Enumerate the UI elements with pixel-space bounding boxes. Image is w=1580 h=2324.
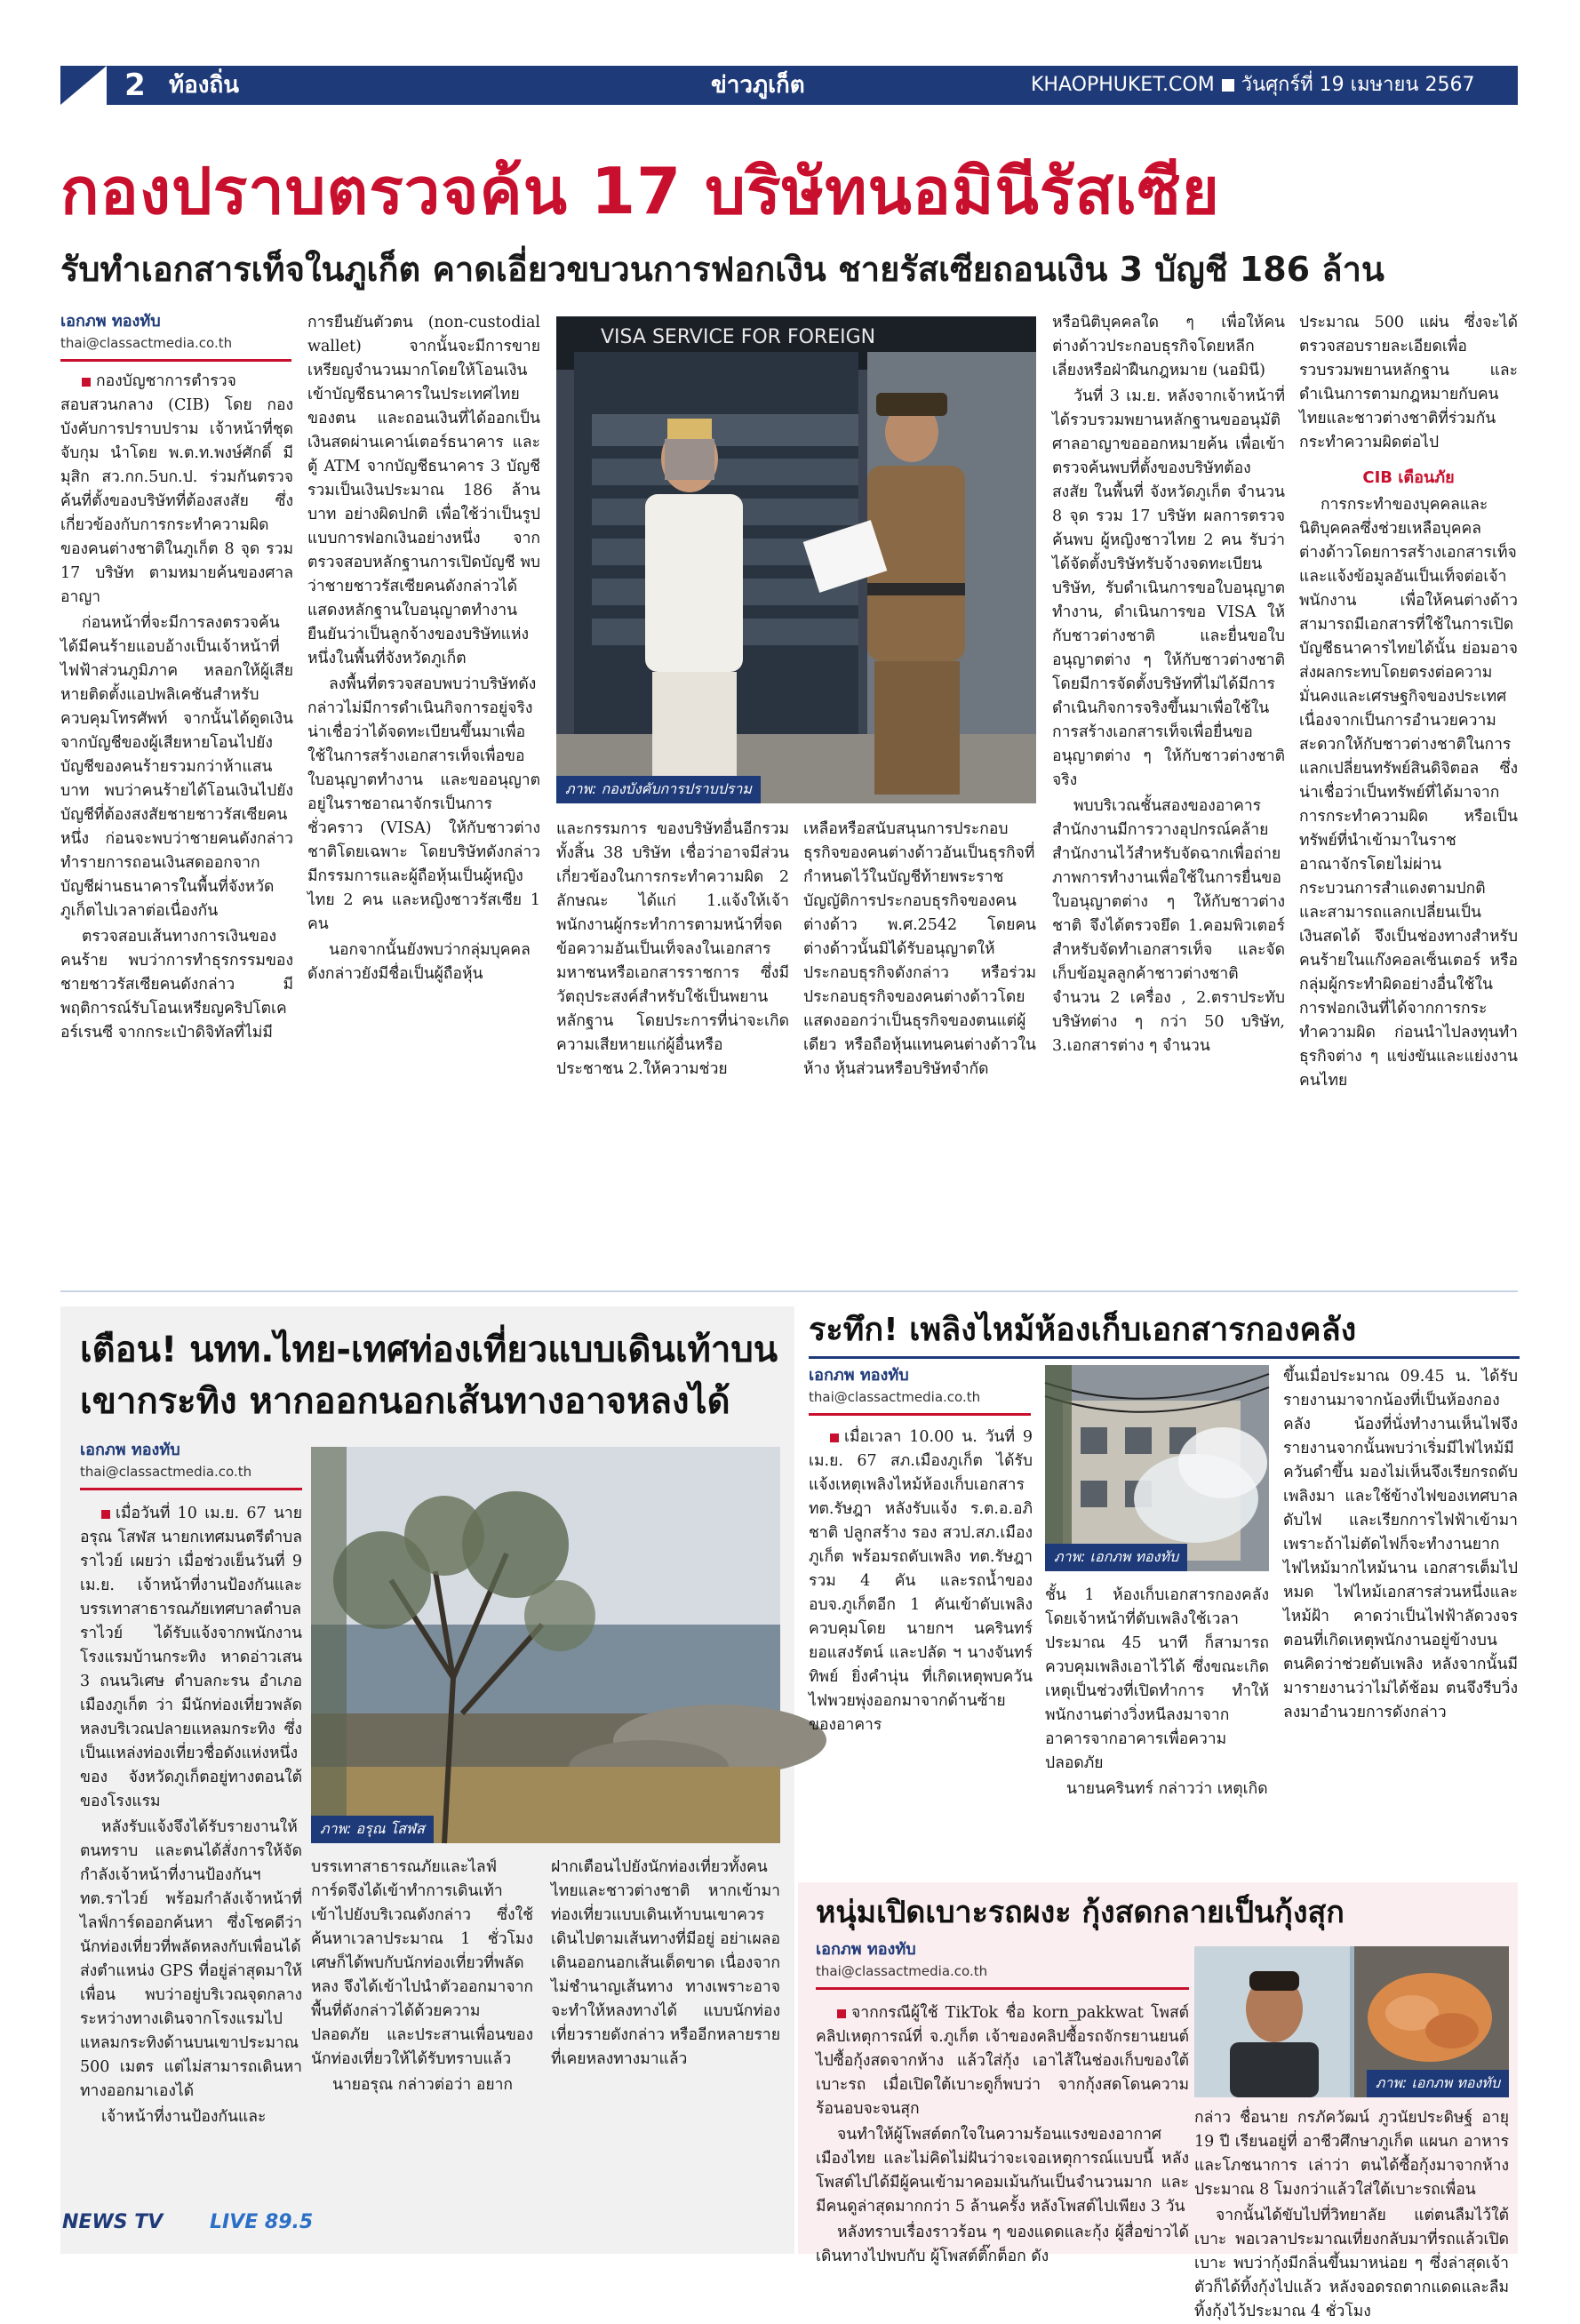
main-col5-para2: วันที่ 3 เม.ย. หลังจากเจ้าหน้าที่ได้รวบรวมพยานหลักฐานขออนุมัติศาลอาญาขอออกหมายค้น เพื่อเข้าตรวจค้นพบที่ตั้งของบริษัทต้องสงสัย ในพื้นที่ จังหวัดภูเก็ต จำนวน 8 จุด รวม 17 บริษัท ผลการตรวจค้นพบ ผู้หญิงชาวไทย 2 คน รับว่าได้จัดตั้งบริษัทรับจ้างจดทะเบียนบริษัท, รับดำเนินการขอใบอนุญาตทำงาน, ดำเนินการขอ VISA ให้กับชาวต่างชาติ และยื่นขอใบอนุญาตต่าง ๆ ให้กับชาวต่างชาติ โดยมีการจัดตั้งบริษัทที่ไม่ได้มีการดำเนินกิจการจริงขึ้นมาเพื่อใช้ในการสร้างเอกสารเท็จเพื่อยื่นขออนุญาตต่าง ๆ ให้กับชาวต่างชาติจริง xyxy=(1052,387,1285,789)
story2-col1-para2: หลังรับแจ้งจึงได้รับรายงานให้ตนทราบ และตนได้สั่งการให้จัดกำลังเจ้าหน้าที่งานป้องกันฯ ทต.ราไวย์ พร้อมกำลังเจ้าหน้าที่ไลฟ์การ์ดออกค้นหา ซึ่งโชคดีว่านักท่องเที่ยวที่พลัดหลงกับเพื่อนได้ส่งตำแหน่ง GPS ที่อยู่ล่าสุดมาให้เพื่อน พบว่าอยู่บริเวณจุดกลางระหว่างทางเดินจากโรงแรมไปแหลมกระทิงด้านบนเขาประมาณ 500 เมตร แต่ไม่สามารถเดินหาทางออกมาเองได้ xyxy=(80,1818,302,2100)
story3-col3-para1: ขึ้นเมื่อประมาณ 09.45 น. ได้รับรายงานมาจากน้องที่เป็นห้องกองคลัง น้องที่นั่งทำงานเห็นไฟจึงรายงานจากนั้นพบว่าเริ่มมีไฟไหม้มีควันดำขึ้น มองไม่เห็นจึงเรียกรถดับเพลิงมา และใช้ข้างไฟของเทศบาลดับไฟ และเรียกการไฟฟ้าเข้ามา เพราะถ้าไม่ตัดไฟก็จะทำงานยาก ไฟไหม้มากไหม้นาน เอกสารเต็มไปหมด ไฟไหม้เอกสารส่วนหนึ่งและไหม้ฝ้า คาดว่าเป็นไฟฟ้าลัดวงจร ตอนที่เกิดเหตุพนักงานอยู่ข้างบน ตนคิดว่าช่วยดับเพลิง หลังจากนั้นมีมารายงานว่าไม่ได้ช้อม ตนจึงรีบวิ่งลงมาอำนวยการดังกล่าว xyxy=(1283,1368,1518,1721)
site-and-date xyxy=(1031,69,1474,101)
story4-col1-para2: จนทำให้ผู้โพสต์ตกใจในความร้อนแรงของอากาศเมืองไทย และไม่คิดไม่ฝันว่าจะเจอเหตุการณ์แบบนี้ หลังโพสต์ไปได้มีผู้คนเข้ามาคอมเม้นกันเป็นจำนวนมาก และมีคนดูล่าสุดมากกว่า 5 ล้านครั้ง หลังโพสต์ไปเพียง 3 วัน xyxy=(816,2126,1189,2216)
story2-col2-para1: บรรเทาสาธารณภัยและไลฟ์การ์ดจึงได้เข้าทำการเดินเท้าเข้าไปยังบริเวณดังกล่าว ซึ่งใช้ค้นหาเวลาประมาณ 1 ชั่วโมงเศษก็ได้พบกับนักท่องเที่ยวที่พลัดหลง จึงได้เข้าไปนำตัวออกมาจากพื้นที่ดังกล่าวได้ด้วยความปลอดภัย และประสานเพื่อนของนักท่องเที่ยวให้ได้รับทราบแล้ว xyxy=(311,1858,533,2068)
story2-col1-para1: เมื่อวันที่ 10 เม.ย. 67 นายอรุณ โสฬส นายกเทศมนตรีตำบลราไวย์ เผยว่า เมื่อช่วงเย็นวันที่ 9 เม.ย. เจ้าหน้าที่งานป้องกันและบรรเทาสาธารณภัยเทศบาลตำบลราไวย์ ได้รับแจ้งจากพนักงานโรงแรมบ้านกระทิง หาดอ่าวเสน 3 ถนนวิเศษ ตำบลกะรน อำเภอเมืองภูเก็ต ว่า มีนักท่องเที่ยวพลัดหลงบริเวณปลายแหลมกระทิง ซึ่งเป็นแหล่งท่องเที่ยวชื่อดังแห่งหนึ่งของ จังหวัดภูเก็ตอยู่ทางตอนใต้ของโรงแรม xyxy=(80,1505,302,1810)
main-col1-para1: กองบัญชาการตำรวจสอบสวนกลาง (CIB) โดย กองบังคับการปราบปราม เจ้าหน้าที่ชุดจับกุม นำโดย พ.ต.ท.พงษ์ศักดิ์ มีมุสิก สว.กก.5บก.ป. ร่วมกันตรวจค้นที่ตั้งของบริษัทที่ต้องสงสัย ซึ่งเกี่ยวข้องกับการกระทำความผิดของคนต่างชาติในภูเก็ต 8 จุด รวม 17 บริษัท ตามหมายค้นของศาลอาญา xyxy=(60,372,293,606)
main-col2-para1: การยืนยันตัวตน (non-custodial wallet) จากนั้นจะมีการขายเหรียญจำนวนมากโดยให้โอนเงินเข้าบัญชีธนาคารในประเทศไทยของตน และถอนเงินที่ได้ออกเป็นเงินสดผ่านเคาน์เตอร์ธนาคาร และตู้ ATM จากบัญชีธนาคาร 3 บัญชี รวมเป็นเงินประมาณ 186 ล้านบาท อย่างผิดปกติ เพื่อใช้ว่าเป็นรูปแบบการฟอกเงินอย่างหนึ่ง จากตรวจสอบหลักฐานการเปิดบัญชี พบว่าชายชาวรัสเซียคนดังกล่าวได้แสดงหลักฐานใบอนุญาตทำงานยืนยันว่าเป็นลูกจ้างของบริษัทแห่งหนึ่งในพื้นที่จังหวัดภูเก็ต xyxy=(307,314,540,667)
main-col2-para3: นอกจากนั้นยังพบว่ากลุ่มบุคคลดังกล่าวยังมีชื่อเป็นผู้ถือหุ้น xyxy=(307,941,531,983)
bullet-icon xyxy=(837,2009,846,2018)
story3-col2-para1: ชั้น 1 ห้องเก็บเอกสารกองคลัง โดยเจ้าหน้าที่ดับเพลิงใช้เวลาประมาณ 45 นาที ก็สามารถควบคุมเพลิงเอาไว้ได้ ซึ่งขณะเกิดเหตุเป็นช่วงที่เปิดทำการ ทำให้พนักงานต่างวิ่งหนีลงมาจากอาคารจากอาคารเพื่อความปลอดภัย xyxy=(1045,1586,1269,1772)
main-subheadline: รับทำเอกสารเท็จในภูเก็ต คาดเอี่ยวขบวนการฟอกเงิน ชายรัสเซียถอนเงิน 3 บัญชี 186 ล้าน xyxy=(60,250,1384,289)
byline-rule xyxy=(60,359,291,362)
main-col-2 xyxy=(307,311,540,1276)
bullet-icon xyxy=(101,1510,110,1519)
story2-byline xyxy=(80,1440,251,1482)
coastline-image xyxy=(311,1447,780,1843)
main-col-5 xyxy=(1052,311,1285,1276)
story2-col-2 xyxy=(311,1856,533,2240)
story4-col2-para2: จากนั้นได้ขับไปที่วิทยาลัย แต่ตนลืมไว้ใต้เบาะ พอเวลาประมาณเที่ยงกลับมาที่รถแล้วเปิดเบาะ พบว่ากุ้งมีกลิ่นขึ้นมาหน่อย ๆ ซึ่งล่าสุดเจ้าตัวก็ได้ทิ้งกุ้งไปแล้ว หลังจอดรถตากแดดและลืมทิ้งกุ้งไว้ประมาณ 4 ชั่วโมง xyxy=(1194,2207,1509,2320)
story2-col3-para1: ฝากเตือนไปยังนักท่องเที่ยวทั้งคนไทยและชาวต่างชาติ หากเข้ามาท่องเที่ยวแบบเดินเท้าบนเขาควรเดินไปตามเส้นทางที่มีอยู่ อย่าเผลอเดินออกนอกเส้นเด็ดขาด เนื่องจากไม่ชำนาญเส้นทาง ทางเพราะอาจจะทำให้หลงทางได้ แบบนักท่องเที่ยวรายดังกล่าว หรืออีกหลายรายที่เคยหลงทางมาแล้ว xyxy=(551,1858,780,2068)
story3-byline xyxy=(809,1365,980,1408)
byline-email: thai@classactmedia.co.th xyxy=(809,1389,981,1405)
main-col6-para2: การกระทำของบุคคลและนิติบุคคลซึ่งช่วยเหลือบุคคลต่างด้าวโดยการสร้างเอกสารเท็จ และแจ้งข้อมูลอันเป็นเท็จต่อเจ้าพนักงาน เพื่อให้คนต่างด้าวสามารถมีเอกสารที่ใช้ในการเปิดบัญชีธนาคารไทยได้นั้น ย่อมอาจส่งผลกระทบโดยตรงต่อความมั่นคงและเศรษฐกิจของประเทศ เนื่องจากเป็นการอำนวยความสะดวกให้กับชาวต่างชาติในการแลกเปลี่ยนทรัพย์สินดิจิตอล ซึ่งน่าเชื่อว่าเป็นทรัพย์ที่ได้มาจากการกระทำความผิด หรือเป็นทรัพย์ที่นำเข้ามาในราชอาณาจักรโดยไม่ผ่านกระบวนการสำแดงตามปกติ และสามารถแลกเปลี่ยนเป็นเงินสดได้ จึงเป็นช่องทางสำหรับคนร้ายในแก๊งคอลเซ็นเตอร์ หรือกลุ่มผู้กระทำผิดอย่างอื่นใช้ในการฟอกเงินที่ได้จากการกระทำความผิด ก่อนนำไปลงทุนทำธุรกิจต่าง ๆ แข่งขันและแย่งงานคนไทย xyxy=(1299,496,1518,1090)
story3-photo xyxy=(1045,1365,1269,1571)
story3-photo-caption: ภาพ: เอกภพ ทองทับ xyxy=(1045,1544,1187,1571)
story4-title: หนุ่มเปิดเบาะรถผงะ กุ้งสดกลายเป็นกุ้งสุก xyxy=(816,1895,1345,1930)
main-col-1 xyxy=(60,370,293,1276)
story2-col2-para2: นายอรุณ กล่าวต่อว่า อยาก xyxy=(332,2076,514,2094)
main-col1-para2: ก่อนหน้าที่จะมีการลงตรวจค้น ได้มีคนร้ายแอบอ้างเป็นเจ้าหน้าที่ไฟฟ้าส่วนภูมิภาค หลอกให้ผู้เสียหายติดตั้งแอปพลิเคชันสำหรับควบคุมโทรศัพท์ จากนั้นได้ดูดเงินจากบัญชีของผู้เสียหายโอนไปยังบัญชีของคนร้ายรวมกว่าห้าแสนบาท พบว่าคนร้ายได้โอนเงินไปยังบัญชีที่ต้องสงสัยชายชาวรัสเซียคนหนึ่ง ก่อนจะพบว่าชายคนดังกล่าวทำรายการถอนเงินสดออกจากบัญชีผ่านธนาคารในพื้นที่จังหวัดภูเก็ตไปเวลาต่อเนื่องกัน xyxy=(60,614,293,920)
main-col3-para1: และกรรมการ ของบริษัทอื่นอีกรวม ทั้งสิ้น 38 บริษัท เชื่อว่าอาจมีส่วนเกี่ยวข้องในการกระทำความผิด 2 ลักษณะ ได้แก่ 1.แจ้งให้เจ้าพนักงานผู้กระทำการตามหน้าที่จดข้อความอันเป็นเท็จลงในเอกสารมหาชนหรือเอกสารราชการ ซึ่งมีวัตถุประสงค์สำหรับใช้เป็นพยานหลักฐาน โดยประการที่น่าจะเกิดความเสียหายแก่ผู้อื่นหรือประชาชน 2.ให้ความช่วย xyxy=(556,820,789,1078)
story4-col-2 xyxy=(1194,2106,1509,2320)
story2-col-1 xyxy=(80,1502,302,2240)
section-label: ท้องถิ่น xyxy=(169,72,239,99)
story2-photo-caption: ภาพ: อรุณ โสฬส xyxy=(311,1816,434,1843)
byline-rule xyxy=(80,1488,302,1490)
story3-col-2 xyxy=(1045,1584,1269,1870)
byline-email: thai@classactmedia.co.th xyxy=(816,1963,988,1979)
main-col4-para1: เหลือหรือสนับสนุนการประกอบธุรกิจของคนต่างด้าวอันเป็นธุรกิจที่กำหนดไว้ในบัญชีท้ายพระราชบัญญัติการประกอบธุรกิจของคนต่างด้าว พ.ศ.2542 โดยคนต่างด้าวนั้นมิได้รับอนุญาตให้ประกอบธุรกิจดังกล่าว หรือร่วมประกอบธุรกิจของคนต่างด้าวโดยแสดงออกว่าเป็นธุรกิจของตนแต่ผู้เดียว หรือถือหุ้นแทนคนต่างด้าวในห้าง หุ้นส่วนหรือบริษัทจำกัด xyxy=(803,820,1036,1078)
byline-email: thai@classactmedia.co.th xyxy=(60,335,233,351)
main-byline xyxy=(60,311,232,354)
cib-warning-heading: CIB เตือนภัย xyxy=(1362,468,1455,487)
main-col-3 xyxy=(556,818,789,1276)
corner-mark-icon xyxy=(60,66,107,105)
section-divider xyxy=(60,1290,1518,1292)
byline-name: เอกภพ ทองทับ xyxy=(60,312,161,331)
byline-rule xyxy=(809,1413,1031,1416)
story4-col-1 xyxy=(816,2001,1189,2265)
site-url: KHAOPHUKET.COM xyxy=(1031,74,1215,96)
story4-col1-para3: หลังทราบเรื่องราวร้อน ๆ ของแดดและกุ้ง ผู้สื่อข่าวได้เดินทางไปพบกับ ผู้โพสต์ติ๊กต็อก ดัง xyxy=(816,2224,1189,2265)
story3-col-1 xyxy=(809,1426,1033,1870)
story2-photo xyxy=(311,1447,780,1843)
byline-email: thai@classactmedia.co.th xyxy=(80,1464,252,1480)
story2-title: เตือน! นทท.ไทย-เทศท่องเที่ยวแบบเดินเท้าบนเขากระทิง หากออกนอกเส้นทางอาจหลงได้ xyxy=(80,1330,778,1422)
main-col1-para3: ตรวจสอบเส้นทางการเงินของคนร้าย พบว่าการทำธุรกรรมของชายชาวรัสเซียคนดังกล่าว มีพฤติการณ์รับโอนเหรียญคริปโตเคอร์เรนซี จากกระเป๋าดิจิทัลที่ไม่มี xyxy=(60,928,293,1042)
main-col2-para2: ลงพื้นที่ตรวจสอบพบว่าบริษัทดังกล่าวไม่มีการดำเนินกิจการอยู่จริง น่าเชื่อว่าได้จดทะเบียนขึ้นมาเพื่อใช้ในการสร้างเอกสารเท็จเพื่อขอใบอนุญาตทำงาน และขออนุญาตอยู่ในราชอาณาจักรเป็นการชั่วคราว (VISA) ให้กับชาวต่างชาติโดยเฉพาะ โดยบริษัทดังกล่าวมีกรรมการและผู้ถือหุ้นเป็นผู้หญิงไทย 2 คน และหญิงชาวรัสเซีย 1 คน xyxy=(307,675,540,933)
bullet-icon xyxy=(82,378,91,387)
square-separator-icon xyxy=(1222,79,1234,92)
main-col5-para1: หรือนิติบุคคลใด ๆ เพื่อให้คนต่างด้าวประกอบธุรกิจโดยหลีกเลี่ยงหรือฝ่าฝืนกฎหมาย (นอมินี) xyxy=(1052,314,1285,379)
story4-col1-para1: จากกรณีผู้ใช้ TikTok ชื่อ korn_pakkwat โพสต์คลิปเหตุการณ์ที่ จ.ภูเก็ต เจ้าของคลิปซื้อรถจักรยานยนต์ไปซื้อกุ้งสดจากห้าง แล้วใส่กุ้ง เอาไส้ในช่องเก็บของใต้เบาะรถ เมื่อเปิดใต้เบาะดูก็พบว่า จากกุ้งสดโดนความร้อนอบจะจนสุก xyxy=(816,2004,1189,2118)
page-number: 2 xyxy=(124,68,146,103)
photo-sign-text: VISA SERVICE FOR FOREIGN xyxy=(601,326,876,348)
main-photo xyxy=(556,316,1036,803)
live-radio-logo: LIVE 89.5 xyxy=(210,2211,314,2233)
story2-col-3 xyxy=(551,1856,780,2240)
issue-date: วันศุกร์ที่ 19 เมษายน 2567 xyxy=(1241,74,1475,96)
building-fire-image xyxy=(1045,1365,1269,1571)
story3-col-3 xyxy=(1283,1365,1518,1870)
news-tv-logo: NEWS TV xyxy=(62,2211,164,2233)
story2-col1-para3: เจ้าหน้าที่งานป้องกันและ xyxy=(101,2108,267,2126)
main-col-4 xyxy=(803,818,1036,1276)
main-photo-caption: ภาพ: กองบังคับการปราบปราม xyxy=(556,776,761,803)
bullet-icon xyxy=(830,1434,839,1442)
byline-rule xyxy=(816,1987,1189,1990)
byline-name: เอกภพ ทองทับ xyxy=(816,1940,916,1959)
police-inspection-image xyxy=(556,316,1036,803)
brand-logo: ข่าวภูเก็ต xyxy=(711,72,805,99)
story3-col1-para1: เมื่อเวลา 10.00 น. วันที่ 9 เม.ย. 67 สภ.เมืองภูเก็ต ได้รับแจ้งเหตุเพลิงไหม้ห้องเก็บเอกสาร ทต.รัษฎา หลังรับแจ้ง ร.ต.อ.อภิชาติ ปลูกสร้าง รอง สวป.สภ.เมืองภูเก็ต พร้อมรถดับเพลิง ทต.รัษฎา รวม 4 คัน และรถน้ำของ อบจ.ภูเก็ตอีก 1 คันเข้าดับเพลิง ควบคุมโดย นายกฯ นครินทร์ ยอแสงรัตน์ และปลัด ฯ นางจันทร์ทิพย์ ยิ่งคำนุ่น ที่เกิดเหตุพบควันไฟพวยพุ่งออกมาจากด้านซ้ายของอาคาร xyxy=(809,1428,1033,1734)
story3-title: ระทึก! เพลิงไหม้ห้องเก็บเอกสารกองคลัง xyxy=(809,1308,1520,1359)
story4-photo-caption: ภาพ: เอกภพ ทองทับ xyxy=(1367,2070,1509,2097)
main-headline: กองปราบตรวจค้น 17 บริษัทนอมินีรัสเซีย xyxy=(60,154,1220,228)
story4-photo xyxy=(1194,1946,1509,2097)
main-col5-para3: พบบริเวณชั้นสองของอาคาร สำนักงานมีการวางอุปกรณ์คล้ายสำนักงานไว้สำหรับจัดฉากเพื่อถ่ายภาพการทำงานเพื่อใช้ในการยื่นขอใบอนุญาตต่าง ๆ ให้กับชาวต่างชาติ จึงได้ตรวจยึด 1.คอมพิวเตอร์สำหรับจัดทำเอกสารเท็จ และจัดเก็บข้อมูลลูกค้าชาวต่างชาติ จำนวน 2 เครื่อง , 2.ตราประทับบริษัทต่าง ๆ กว่า 50 บริษัท, 3.เอกสารต่าง ๆ จำนวน xyxy=(1052,797,1285,1055)
main-col6-para1: ประมาณ 500 แผ่น ซึ่งจะได้ตรวจสอบรายละเอียดเพื่อรวบรวมพยานหลักฐาน และดำเนินการตามกฎหมายกับคนไทยและชาวต่างชาติที่ร่วมกันกระทำความผิดต่อไป xyxy=(1299,314,1518,451)
story4-byline xyxy=(816,1939,987,1982)
story4-col2-para1: กล่าว ชื่อนาย กรภัควัฒน์ ภูวนัยประดิษฐ์ อายุ 19 ปี เรียนอยู่ที่ อาชีวศึกษาภูเก็ต แผนก อาหารและโภชนาการ เล่าว่า ตนได้ซื้อกุ้งมาจากห้างประมาณ 8 โมงกว่าแล้วใส่ใต้เบาะรถเพื่อน xyxy=(1194,2109,1509,2199)
story3-col2-para2: นายนครินทร์ กล่าวว่า เหตุเกิด xyxy=(1066,1780,1268,1798)
byline-name: เอกภพ ทองทับ xyxy=(80,1441,180,1459)
main-col-6 xyxy=(1299,311,1518,1276)
byline-name: เอกภพ ทองทับ xyxy=(809,1366,909,1385)
